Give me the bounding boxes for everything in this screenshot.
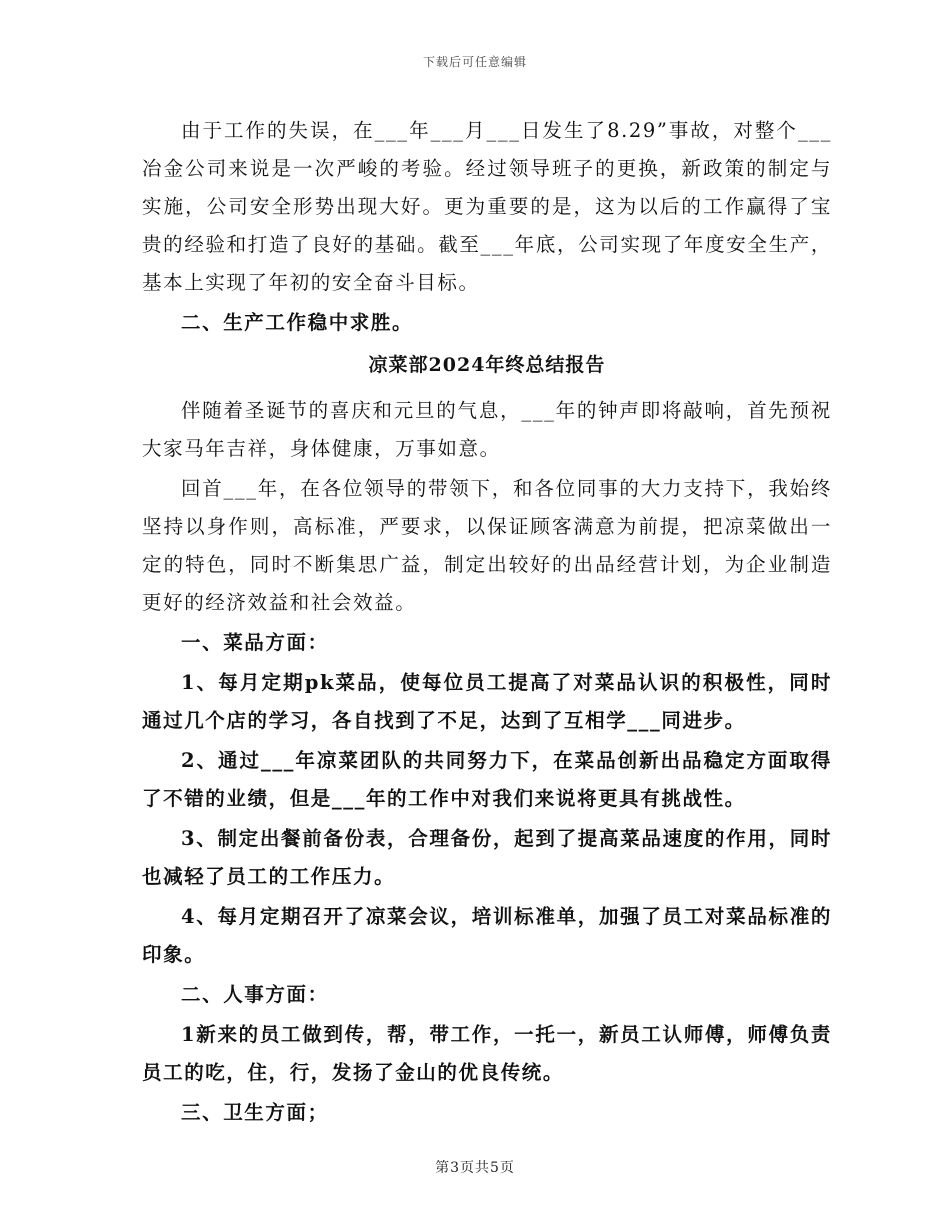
list-item-personnel-1: 1新来的员工做到传，帮，带工作，一托一，新员工认师傅，师傅负责员工的吃，住，行，发扬了金山的优良传统。 bbox=[142, 1023, 832, 1084]
page-header: 下载后可任意编辑 bbox=[422, 55, 527, 69]
paragraph-accident-review: 由于工作的失误，在___年___月___日发生了8.29”事故，对整个___冶金公司来说是一次严峻的考验。经过领导班子的更换，新政策的制定与实施，公司安全形势出现大好。更为重要的是，这为以后的工作赢得了宝贵的经验和打造了良好的基础。截至___年底，公司实现了年度安全生产，基本上实现了年初的安全奋斗目标。 bbox=[142, 119, 832, 294]
report-title: 凉菜部2024年终总结报告 bbox=[368, 354, 606, 376]
heading-dishes: 一、菜品方面： bbox=[181, 631, 329, 654]
heading-production-work: 二、生产工作稳中求胜。 bbox=[181, 311, 414, 334]
page-number: 第3页共5页 bbox=[435, 1160, 515, 1176]
list-item-dishes-1: 1、每月定期pk菜品，使每位员工提高了对菜品认识的积极性，同时通过几个店的学习，各自找到了不足，达到了互相学___同进步。 bbox=[142, 671, 832, 732]
list-item-dishes-2: 2、通过___年凉菜团队的共同努力下，在菜品创新出品稳定方面取得了不错的业绩，但是___年的工作中对我们来说将更具有挑战性。 bbox=[142, 749, 832, 810]
list-item-dishes-3: 3、制定出餐前备份表，合理备份，起到了提高菜品速度的作用，同时也减轻了员工的工作压力。 bbox=[142, 827, 832, 888]
paragraph-review: 回首___年，在各位领导的带领下，和各位同事的大力支持下，我始终坚持以身作则，高标准，严要求，以保证顾客满意为前提，把凉菜做出一定的特色，同时不断集思广益，制定出较好的出品经营计划，为企业制造更好的经济效益和社会效益。 bbox=[142, 477, 832, 614]
list-item-dishes-4: 4、每月定期召开了凉菜会议，培训标准单，加强了员工对菜品标准的印象。 bbox=[142, 905, 832, 966]
heading-personnel: 二、人事方面： bbox=[181, 983, 329, 1006]
document-body bbox=[142, 112, 832, 1134]
paragraph-greeting: 伴随着圣诞节的喜庆和元旦的气息，___年的钟声即将敲响，首先预祝大家马年吉祥，身体健康，万事如意。 bbox=[142, 399, 832, 460]
heading-hygiene: 三、卫生方面； bbox=[181, 1101, 329, 1124]
